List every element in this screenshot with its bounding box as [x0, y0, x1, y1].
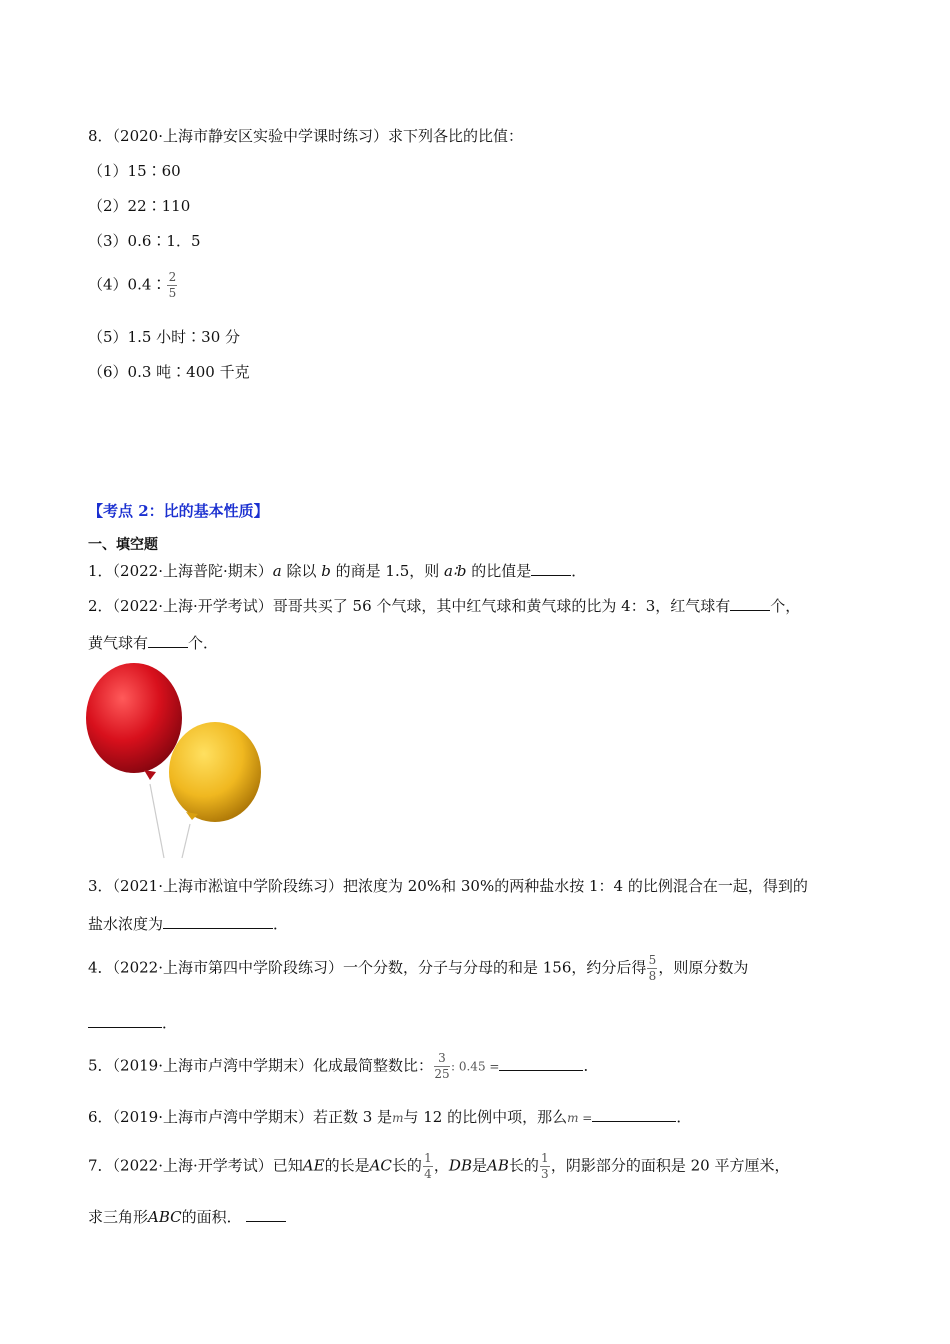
q8-item-1: （1）15∶60: [88, 162, 181, 180]
answer-blank[interactable]: [592, 1108, 676, 1122]
q8-item-4-text: （4）0.4∶: [88, 275, 167, 294]
problem-7-line-2: 求三角形ABC的面积．: [88, 1207, 286, 1227]
problem-4-line-1: 4．（2022·上海市第四中学阶段练习）一个分数，分子与分母的和是 156，约分后得 $\frac{5}{8}$ ，则原分数为: [88, 953, 749, 983]
balloons-image: [84, 662, 266, 862]
yellow-balloon: [169, 722, 261, 822]
section-heading: 一、填空题: [88, 537, 158, 553]
fraction-3-25: $\frac{3}{25}$: [434, 1051, 450, 1081]
answer-blank[interactable]: [730, 597, 770, 611]
answer-blank[interactable]: [163, 915, 273, 929]
yellow-balloon-string: [182, 824, 190, 858]
problem-6: 6．（2019·上海市卢湾中学期末）若正数 3 是m与 12 的比例中项，那么m = ．: [88, 1108, 692, 1126]
problem-7-line-1: 7．（2022·上海·开学考试）已知AE的长是AC长的 $\frac{1}{4}$ ，DB是AB长的 $\frac{1}{3}$ ，阴影部分的面积是 20 平方厘米，: [88, 1151, 790, 1181]
fraction-1-4: $\frac{1}{4}$: [424, 1151, 432, 1181]
answer-blank[interactable]: [88, 1014, 162, 1028]
fraction-1-3: $\frac{1}{3}$: [541, 1151, 549, 1181]
answer-blank[interactable]: [148, 634, 188, 648]
topic-heading: 【考点 2：比的基本性质】: [88, 502, 269, 520]
problem-3-line-1: 3．（2021·上海市淞谊中学阶段练习）把浓度为 20%和 30%的两种盐水按 1：4 的比例混合在一起，得到的: [88, 877, 808, 895]
answer-blank[interactable]: [531, 562, 571, 576]
problem-2-line-2: 黄气球有 个．: [88, 634, 219, 652]
red-balloon-string: [150, 784, 164, 858]
fraction-2-5: $\frac{2}{5}$: [168, 270, 177, 300]
q8-item-2: （2）22∶110: [88, 197, 191, 215]
problem-5: 5．（2019·上海市卢湾中学期末）化成最简整数比： $\frac{3}{25}$ : 0.45 = ．: [88, 1051, 599, 1081]
red-balloon-knot: [144, 770, 156, 780]
problem-4-line-2: ．: [88, 1013, 177, 1033]
problem-2-line-1: 2．（2022·上海·开学考试）哥哥共买了 56 个气球，其中红气球和黄气球的比为 4：3，红气球有 个，: [88, 597, 801, 615]
q8-item-4: [88, 271, 178, 300]
red-balloon: [86, 663, 182, 773]
fraction-5-8: $\frac{5}{8}$: [648, 953, 657, 983]
q8-item-5: （5）1.5 小时∶30 分: [88, 328, 241, 346]
problem-1: 1．（2022·上海普陀·期末）a 除以 b 的商是 1.5，则 a∶b 的比值是 ．: [88, 562, 587, 580]
answer-blank[interactable]: [499, 1057, 583, 1071]
q8-title: 8．（2020·上海市静安区实验中学课时练习）求下列各比的比值：: [88, 127, 523, 145]
answer-blank[interactable]: [246, 1208, 286, 1222]
q8-item-6: （6）0.3 吨∶400 千克: [88, 363, 250, 381]
problem-3-line-2: 盐水浓度为 ．: [88, 915, 289, 933]
q8-item-3: （3）0.6∶1．5: [88, 232, 201, 250]
